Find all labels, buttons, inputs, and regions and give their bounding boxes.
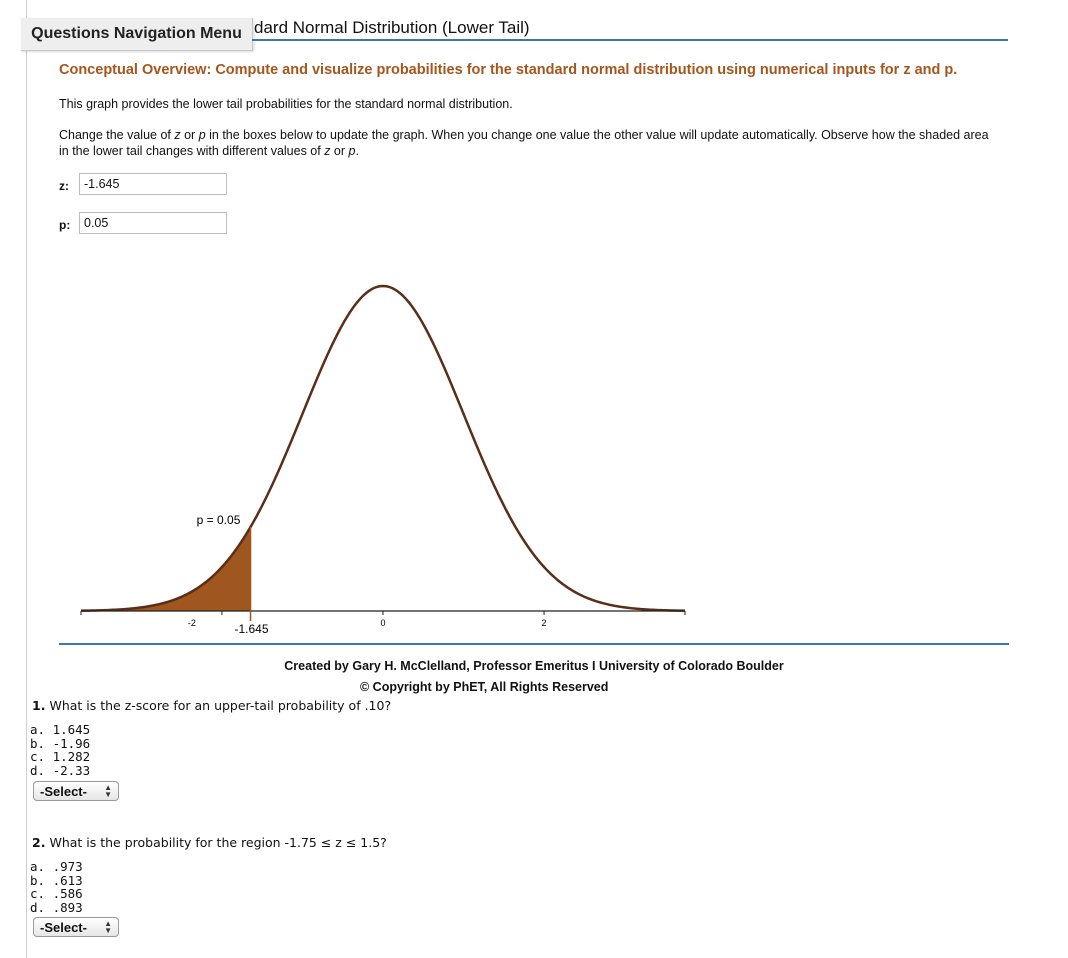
question-2-option-d: d. .893 [30, 899, 83, 915]
question-1 [32, 698, 391, 713]
x-tick-label-0: -2 [187, 618, 196, 628]
questions-navigation-menu-button[interactable]: Questions Navigation Menu [21, 18, 253, 51]
page-title: dard Normal Distribution (Lower Tail) [254, 18, 530, 37]
p-value-label: p = 0.05 [196, 513, 241, 527]
question-2-number: 2. [32, 835, 46, 850]
select-arrows-icon: ▲ ▼ [104, 783, 112, 799]
question-1-select-label: -Select- [40, 783, 87, 799]
question-1-select[interactable] [33, 781, 119, 801]
conceptual-overview: Conceptual Overview: Compute and visualize probabilities for the standard normal distribution using numerical inputs for z and p. [59, 62, 958, 78]
intro-text: This graph provides the lower tail probabilities for the standard normal distribution. [59, 97, 513, 111]
question-1-number: 1. [32, 698, 46, 713]
z-value-label: -1.645 [234, 622, 269, 636]
question-2-select-label: -Select- [40, 919, 87, 935]
question-2-option-c: c. .586 [30, 886, 83, 901]
x-tick-label-2: 2 [541, 618, 547, 628]
question-2 [32, 835, 387, 850]
question-1-option-b: b. -1.96 [30, 735, 91, 751]
question-2-option-b: b. .613 [30, 872, 83, 888]
question-1-option-c: c. 1.282 [30, 749, 91, 764]
question-1-text: What is the z-score for an upper-tail probability of .10? [49, 698, 392, 713]
footer-divider [59, 643, 1009, 645]
normal-curve [81, 286, 685, 611]
z-label: z: [59, 179, 69, 193]
lower-tail-shaded-area [81, 527, 251, 611]
select-arrows-icon: ▲ ▼ [104, 919, 112, 935]
question-2-select[interactable] [33, 917, 119, 937]
copyright-text: © Copyright by PhET, All Rights Reserved [360, 680, 609, 694]
x-tick-label-1: 0 [380, 618, 386, 628]
p-label: p: [59, 218, 71, 232]
instructions-text: Change the value of z or p in the boxes below to update the graph. When you change one value the other value will update automatically. Observe how the shaded area in the lower tail changes with different values of z or p. [59, 128, 989, 158]
copyright-line-clipped [360, 680, 700, 694]
question-2-text: What is the probability for the region -1.75 ≤ z ≤ 1.5? [49, 835, 387, 850]
question-2-option-a: a. .973 [30, 859, 83, 874]
question-1-options [30, 723, 90, 777]
question-1-option-a: a. 1.645 [30, 722, 91, 737]
credit-line: Created by Gary H. McClelland, Professor Emeritus I University of Colorado Boulder [284, 659, 784, 673]
question-2-options [30, 860, 83, 914]
question-1-option-d: d. -2.33 [30, 762, 91, 778]
